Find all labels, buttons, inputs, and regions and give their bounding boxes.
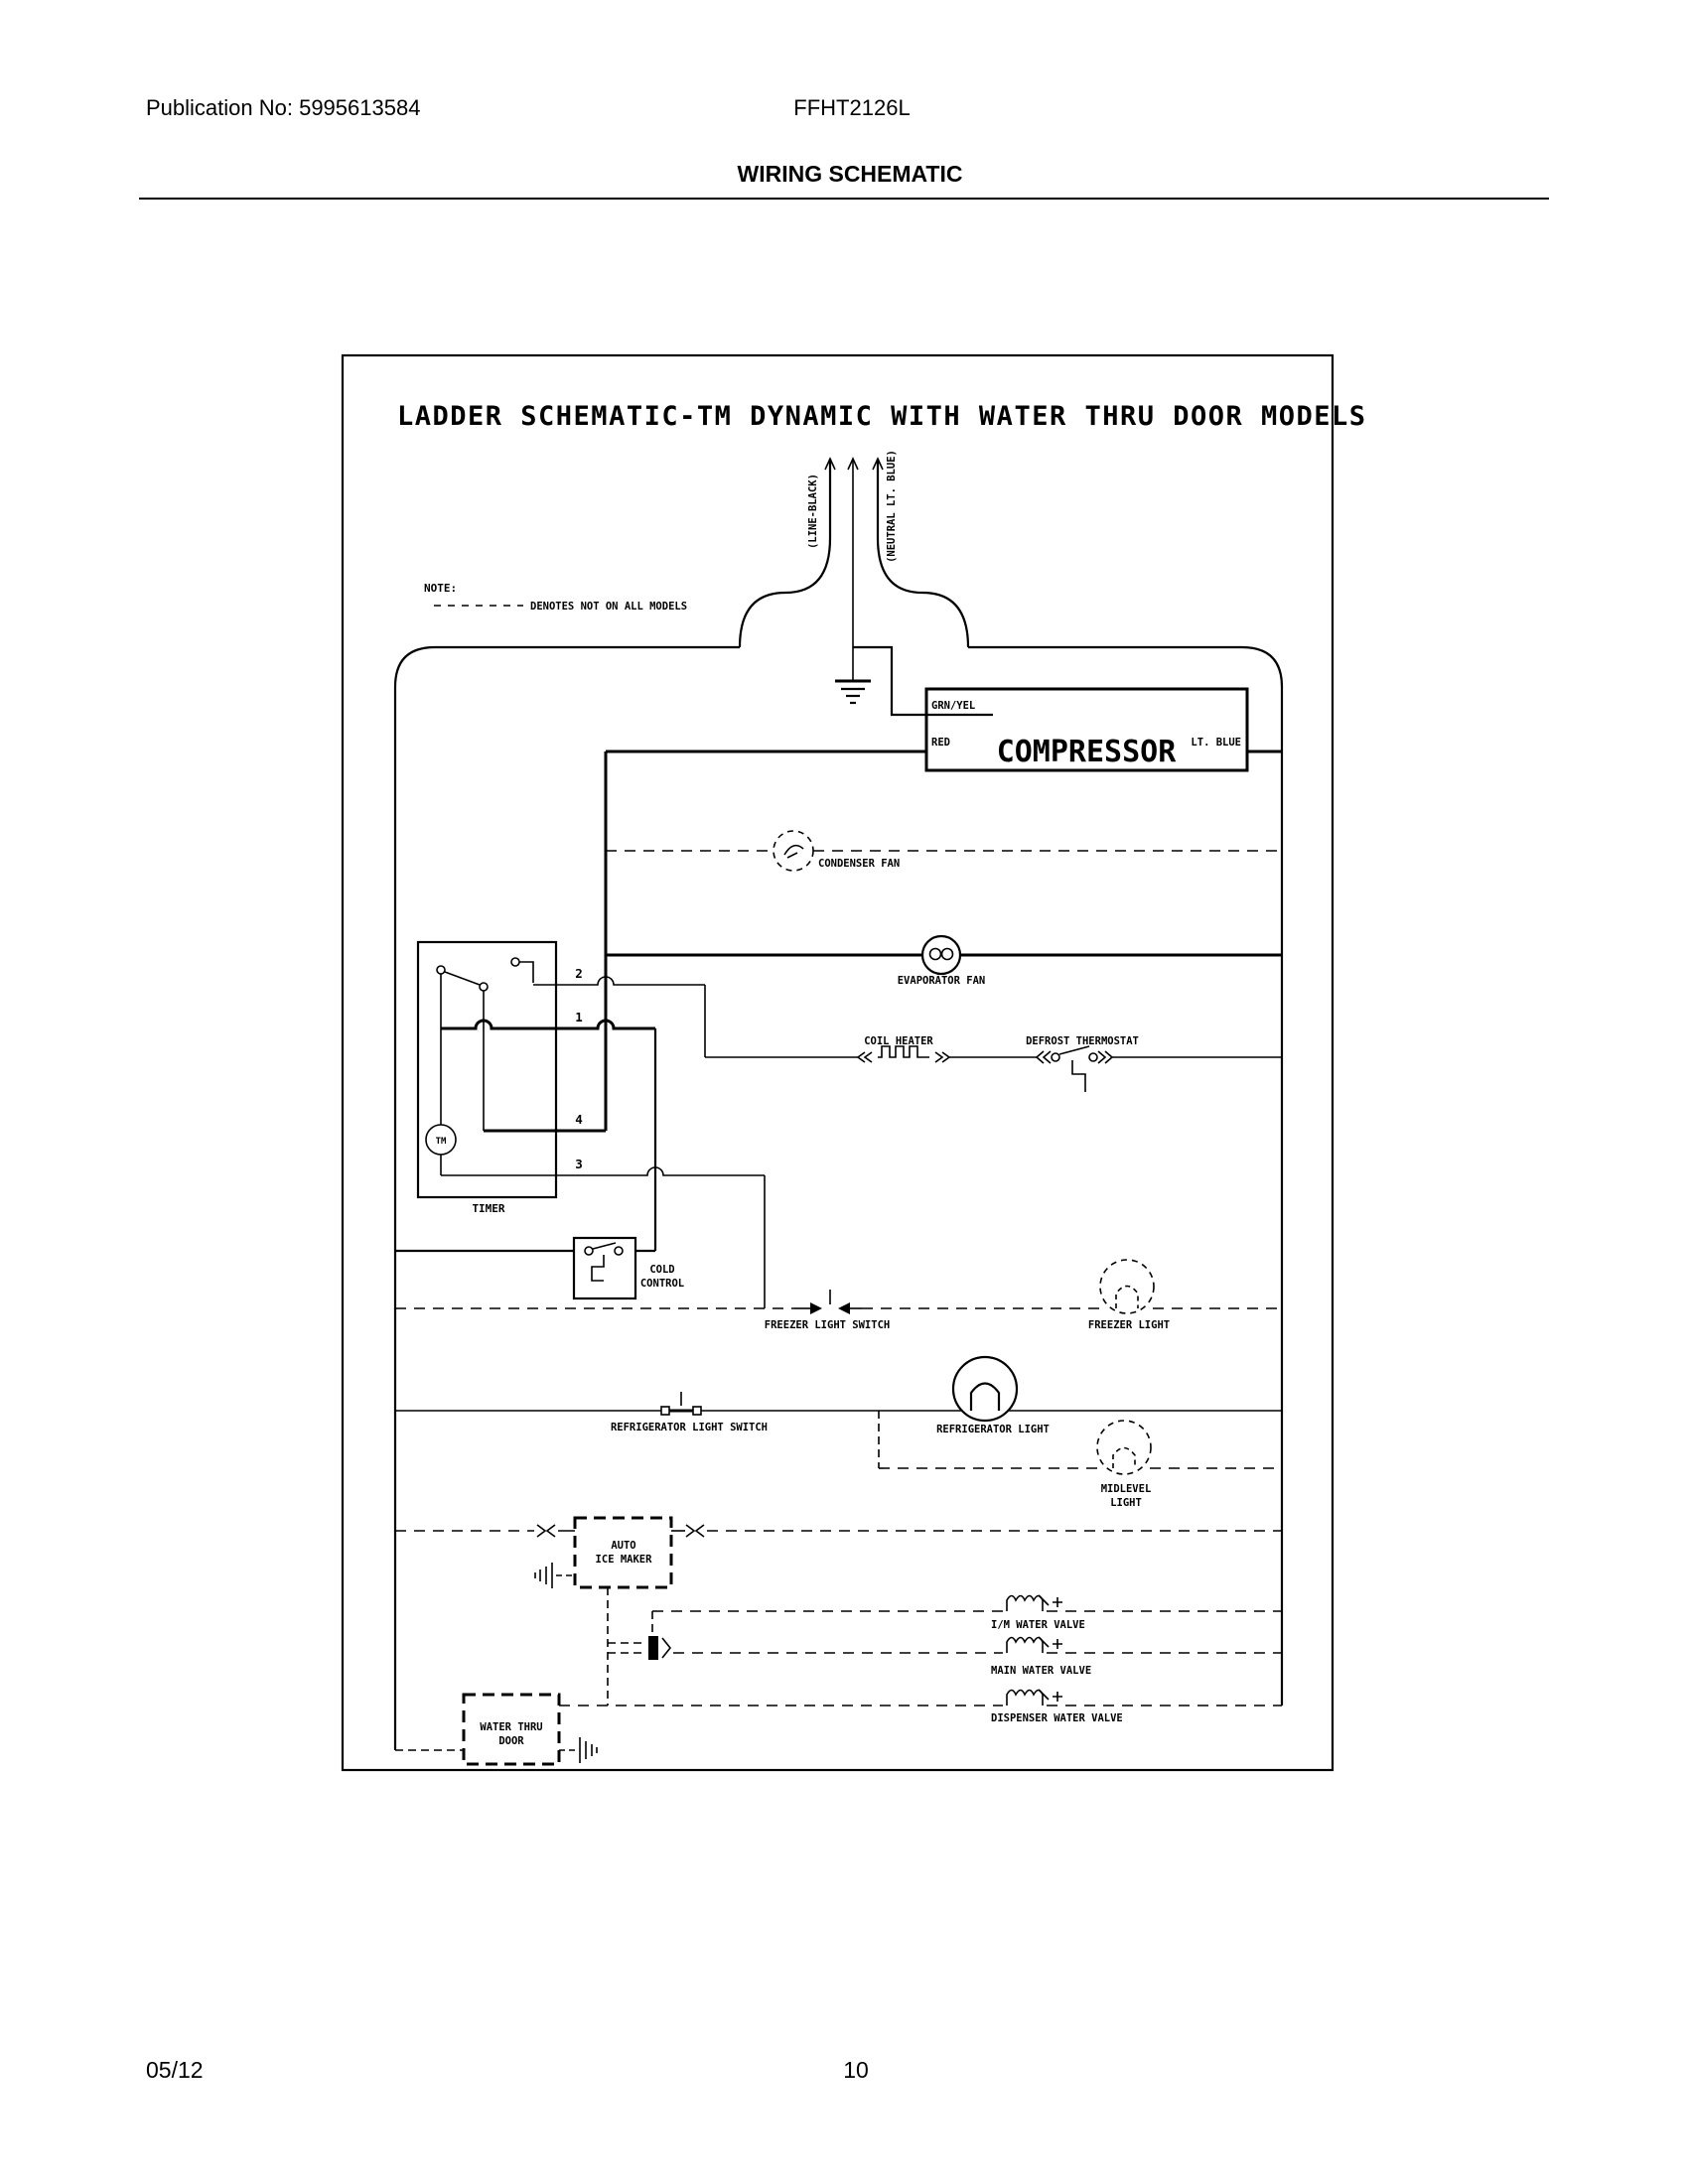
terminal-2-label: 2 — [575, 966, 583, 981]
freezer-light-circuit — [395, 1260, 1282, 1331]
terminal-3-label: 3 — [575, 1157, 583, 1171]
timer-motor-label: TM — [435, 1137, 447, 1147]
terminal-4-label: 4 — [575, 1112, 583, 1127]
midlevel-light-label: MIDLEVEL — [1100, 1483, 1152, 1495]
ground-icon — [535, 1563, 575, 1588]
schematic-title: LADDER SCHEMATIC-TM DYNAMIC WITH WATER THRU DOOR MODELS — [397, 401, 1367, 432]
contact-icon — [480, 983, 488, 991]
condenser-fan — [606, 831, 1282, 871]
water-valves — [559, 1595, 1282, 1724]
lt-blue-label: LT. BLUE — [1191, 737, 1241, 749]
winding-icon — [942, 949, 953, 960]
grn-yel-label: GRN/YEL — [931, 700, 976, 712]
footer-date: 05/12 — [146, 2057, 204, 2083]
refrigerator-light-circuit — [395, 1357, 1282, 1468]
water-thru-door-label: WATER THRU — [480, 1721, 543, 1733]
refrigerator-light-label: REFRIGERATOR LIGHT — [936, 1424, 1050, 1435]
model-number: FFHT2126L — [793, 95, 911, 120]
midlevel-light-icon — [1097, 1421, 1151, 1474]
ground-icon — [559, 1737, 597, 1763]
contact-icon — [437, 966, 445, 974]
freezer-light-switch-label: FREEZER LIGHT SWITCH — [764, 1319, 891, 1331]
compressor-label: COMPRESSOR — [996, 735, 1177, 769]
line-s-curve — [740, 538, 830, 647]
note-text: DENOTES NOT ON ALL MODELS — [530, 601, 688, 613]
im-water-valve-coil-icon — [1007, 1595, 1062, 1611]
defrost-circuit — [705, 1035, 1282, 1092]
timer-box — [418, 942, 556, 1197]
footer-page-number: 10 — [843, 2057, 869, 2083]
coil-heater-icon — [858, 1046, 949, 1062]
evaporator-fan — [606, 936, 1282, 987]
main-water-valve-label: MAIN WATER VALVE — [991, 1665, 1092, 1677]
ice-maker-box — [575, 1518, 671, 1587]
terminal-1-label: 1 — [575, 1010, 583, 1024]
condenser-fan-motor-icon — [774, 831, 813, 871]
note-legend — [424, 582, 687, 613]
switch-arm-icon — [593, 1243, 616, 1249]
fan-blade-icon — [784, 846, 803, 855]
water-thru-door-label2: DOOR — [498, 1735, 524, 1747]
refrigerator-light-switch-icon — [661, 1392, 701, 1415]
evaporator-fan-label: EVAPORATOR FAN — [897, 975, 986, 987]
dispenser-water-valve-coil-icon — [1007, 1690, 1062, 1706]
switch-arm-icon — [445, 972, 480, 985]
terminal-2-wire — [533, 977, 705, 985]
condenser-fan-label: CONDENSER FAN — [818, 858, 901, 870]
terminal-3-wire — [441, 1167, 765, 1175]
note-label: NOTE: — [424, 582, 458, 595]
coil-heater-label: COIL HEATER — [864, 1035, 933, 1047]
timer-label: TIMER — [472, 1202, 505, 1215]
cold-control-label2: CONTROL — [639, 1278, 685, 1290]
right-rail — [968, 647, 1282, 1706]
page-title: WIRING SCHEMATIC — [737, 161, 963, 187]
contact-icon — [511, 958, 519, 966]
connector-icon — [686, 1525, 704, 1537]
ice-maker-label2: ICE MAKER — [595, 1554, 652, 1566]
contact-icon — [615, 1247, 623, 1255]
capillary-icon — [592, 1255, 604, 1281]
ground-icon — [835, 681, 871, 703]
left-rail — [395, 647, 740, 1750]
midlevel-light-label2: LIGHT — [1110, 1497, 1142, 1509]
refrigerator-light-switch-label: REFRIGERATOR LIGHT SWITCH — [610, 1422, 769, 1433]
neutral-lt-blue-label: (NEUTRAL LT. BLUE) — [886, 450, 898, 563]
connector-icon — [537, 1525, 555, 1537]
winding-icon — [930, 949, 941, 960]
defrost-thermostat-icon — [1037, 1046, 1112, 1092]
line-black-label: (LINE-BLACK) — [807, 474, 819, 549]
cold-control — [395, 1028, 684, 1298]
dispenser-water-valve-label: DISPENSER WATER VALVE — [991, 1712, 1123, 1724]
schematic-frame — [343, 355, 1333, 1770]
contact-icon — [585, 1247, 593, 1255]
compressor — [606, 689, 1282, 1131]
main-water-valve-coil-icon — [1007, 1637, 1062, 1653]
harness-connector-icon — [608, 1636, 670, 1660]
im-water-valve-label: I/M WATER VALVE — [991, 1619, 1085, 1631]
freezer-light-label: FREEZER LIGHT — [1087, 1319, 1171, 1331]
freezer-light-switch-icon — [794, 1290, 862, 1314]
cold-control-label: COLD — [649, 1264, 675, 1276]
refrigerator-light-icon — [953, 1357, 1017, 1421]
red-label: RED — [931, 737, 950, 749]
terminal-1-wire — [441, 1021, 655, 1028]
ice-maker-label: AUTO — [611, 1540, 636, 1552]
publication-number: Publication No: 5995613584 — [146, 95, 421, 120]
defrost-thermostat-label: DEFROST THERMOSTAT — [1026, 1035, 1139, 1047]
power-entry — [395, 450, 1282, 1750]
cold-control-box — [574, 1238, 635, 1298]
